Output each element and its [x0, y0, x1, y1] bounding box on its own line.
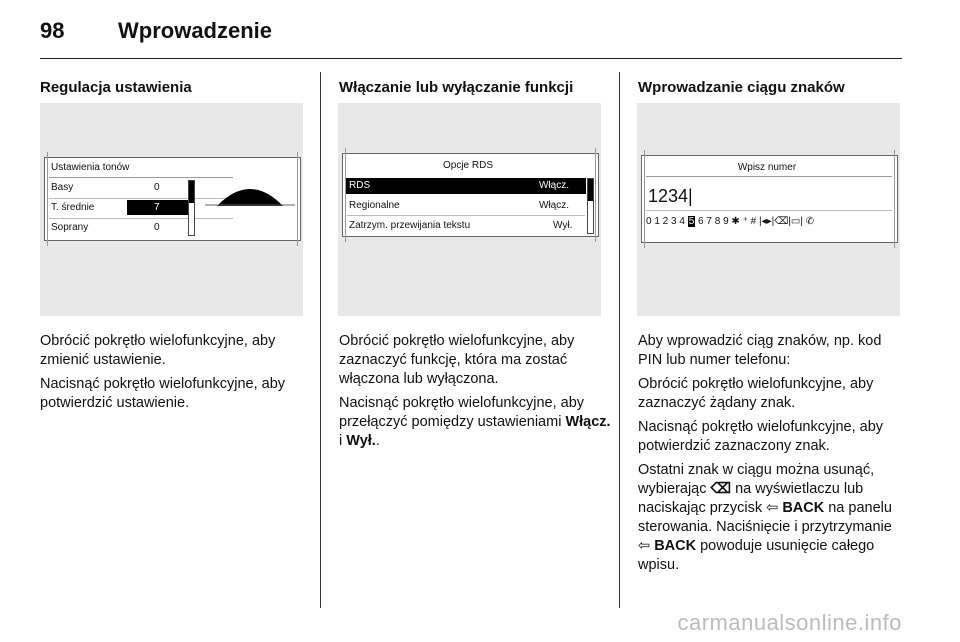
column-divider: [320, 72, 321, 608]
list-item-value-selected: Włącz.: [539, 180, 569, 191]
paragraph: Nacisnąć pokrętło wielofunkcyjne, aby potwierdzić zaznaczony znak.: [638, 419, 884, 454]
paragraph: Obrócić pokrętło wielofunkcyjne, aby zaznaczyć funkcję, która ma zostać włączona lub wyłączona.: [339, 333, 575, 387]
backspace-icon: ⌫: [710, 481, 732, 497]
screen-title: Opcje RDS: [442, 160, 493, 171]
section-heading-adjust: Regulacja ustawienia: [40, 79, 192, 96]
section-heading-input: Wprowadzanie ciągu znaków: [638, 79, 845, 96]
section-heading-toggle: Włączanie lub wyłączanie funkcji: [339, 79, 574, 96]
paragraph: Nacisnąć pokrętło wielofunkcyjne, aby przełączyć pomiędzy ustawieniami Włącz. i Wył..: [339, 395, 611, 449]
list-item-value: Wył.: [553, 220, 573, 231]
paragraph: Nacisnąć pokrętło wielofunkcyjne, aby potwierdzić ustawienie.: [40, 376, 286, 411]
screen-tone-settings: [40, 103, 303, 316]
back-arrow-icon: ⇦: [766, 500, 779, 516]
column-divider: [619, 72, 620, 608]
list-item-label: Basy: [51, 182, 74, 193]
display-panel: [342, 153, 599, 237]
screen-title: Wpisz numer: [737, 162, 797, 173]
paragraph: Aby wprowadzić ciąg znaków, np. kod PIN lub numer telefonu:: [638, 333, 882, 368]
selected-character: 5: [688, 216, 695, 227]
bold-option-on: Włącz.: [565, 414, 611, 430]
list-item-label: Soprany: [51, 222, 89, 233]
scrollbar: [188, 180, 195, 236]
paragraph: Ostatni znak w ciągu można usunąć, wybierając ⌫ na wyświetlaczu lub naciskając przycisk ⇦ BACK na panelu sterowania. Naciśnięcie i przytrzymanie ⇦ BACK powoduje usunięcie całego wpisu.: [638, 462, 892, 573]
list-item-label-selected: RDS: [349, 180, 371, 191]
list-item-label: Zatrzym. przewijania tekstu: [349, 220, 471, 231]
tone-curve-graphic: [205, 178, 295, 206]
scrollbar: [587, 178, 594, 234]
list-item-label: T. średnie: [51, 202, 95, 213]
page-title: Wprowadzenie: [118, 18, 273, 43]
entry-field-value: 1234|: [648, 186, 693, 206]
bold-option-off: Wył.: [346, 433, 376, 449]
page-number: 98: [40, 18, 65, 43]
phone-icon: ✆: [805, 216, 815, 227]
header-divider: [40, 58, 902, 59]
list-item-value: Włącz.: [539, 200, 569, 211]
list-item-value: 0: [154, 182, 160, 193]
watermark: carmanualsonline.info: [677, 610, 902, 635]
list-item-label: Regionalne: [349, 200, 400, 211]
back-arrow-icon: ⇦: [638, 538, 651, 554]
screen-rds-options: [338, 103, 601, 316]
list-item-value-selected: 7: [154, 202, 160, 213]
paragraph: Obrócić pokrętło wielofunkcyjne, aby zmienić ustawienie.: [40, 333, 276, 368]
display-panel: [641, 155, 898, 243]
screen-title: Ustawienia tonów: [51, 162, 130, 173]
list-item-value: 0: [154, 222, 160, 233]
display-panel: [44, 157, 301, 241]
paragraph: Obrócić pokrętło wielofunkcyjne, aby zaznaczyć żądany znak.: [638, 376, 874, 411]
screen-enter-number: [637, 103, 900, 316]
character-picker: 0 1 2 3 4 5 6 7 8 9 ✱ ⁺ # |◂▸|⌫|▭| ✆: [646, 216, 815, 227]
